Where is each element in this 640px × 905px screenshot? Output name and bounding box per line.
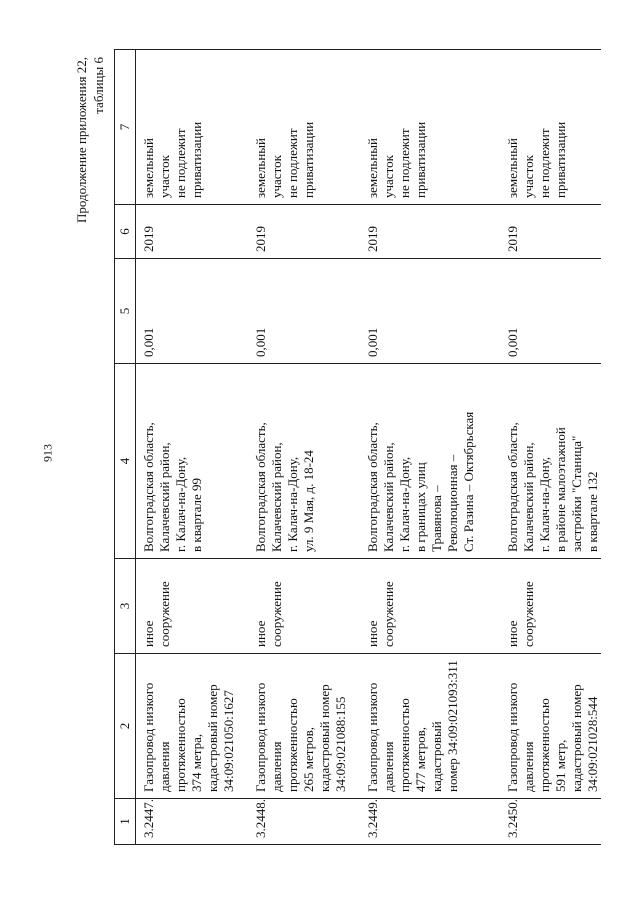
land-note: земельный участок не подлежит приватизации [136, 50, 248, 205]
area-value: 0,001 [136, 259, 248, 364]
object-description: Газопровод низкого давления протяженностью 265 метров, кадастровый номер 34:09:021088:155 [248, 654, 360, 799]
continuation-note [73, 57, 107, 223]
area-value: 0,001 [360, 259, 500, 364]
row-number: 3.2450. [500, 799, 601, 845]
area-value: 0,001 [248, 259, 360, 364]
row-number: 3.2449. [360, 799, 500, 845]
object-description: Газопровод низкого давления протяженностью 591 метр, кадастровый номер 34:09:021028:544 [500, 654, 601, 799]
land-note: земельный участок не подлежит приватизации [248, 50, 360, 205]
object-description: Газопровод низкого давления протяженностью 477 метров, кадастровый номер 34:09:021093:311 [360, 654, 500, 799]
year-value: 2019 [136, 205, 248, 259]
object-type: иное сооружение [500, 559, 601, 654]
land-note: земельный участок не подлежит приватизации [500, 50, 601, 205]
table-row [360, 50, 500, 845]
object-address: Волгоградская область, Калачевский район, г. Калач-на-Дону, в районе малоэтажной застройки "Станица" в квартале 132 [500, 364, 601, 559]
land-note: земельный участок не подлежит приватизации [360, 50, 500, 205]
continuation-line-2: таблицы 6 [91, 56, 106, 114]
col-header-1: 1 [115, 799, 136, 845]
col-header-7: 7 [115, 50, 136, 205]
object-description: Газопровод низкого давления протяженностью 374 метра, кадастровый номер 34:09:021050:1627 [136, 654, 248, 799]
col-header-5: 5 [115, 259, 136, 364]
object-address: Волгоградская область, Калачевский район, г. Калач-на-Дону, в квартале 99 [136, 364, 248, 559]
col-header-3: 3 [115, 559, 136, 654]
year-value: 2019 [248, 205, 360, 259]
year-value: 2019 [500, 205, 601, 259]
object-address: Волгоградская область, Калачевский район, г. Калач-на-Дону, в границах улиц Травянова – Революционная – Ст. Разина – Октябрьская [360, 364, 500, 559]
col-header-2: 2 [115, 654, 136, 799]
property-table [114, 49, 601, 845]
col-header-6: 6 [115, 205, 136, 259]
continuation-line-1: Продолжение приложения 22, [74, 56, 89, 224]
col-header-4: 4 [115, 364, 136, 559]
object-type: иное сооружение [360, 559, 500, 654]
area-value: 0,001 [500, 259, 601, 364]
year-value: 2019 [360, 205, 500, 259]
object-address: Волгоградская область, Калачевский район, г. Калач-на-Дону, ул. 9 Мая, д. 18-24 [248, 364, 360, 559]
table-header-row [115, 50, 136, 845]
object-type: иное сооружение [136, 559, 248, 654]
table-row [500, 50, 601, 845]
table-row [248, 50, 360, 845]
object-type: иное сооружение [248, 559, 360, 654]
rotated-table-frame [114, 50, 622, 845]
table-container [114, 50, 622, 845]
table-row [136, 50, 248, 845]
row-number: 3.2448. [248, 799, 360, 845]
row-number: 3.2447. [136, 799, 248, 845]
page-number: 913 [40, 444, 55, 462]
